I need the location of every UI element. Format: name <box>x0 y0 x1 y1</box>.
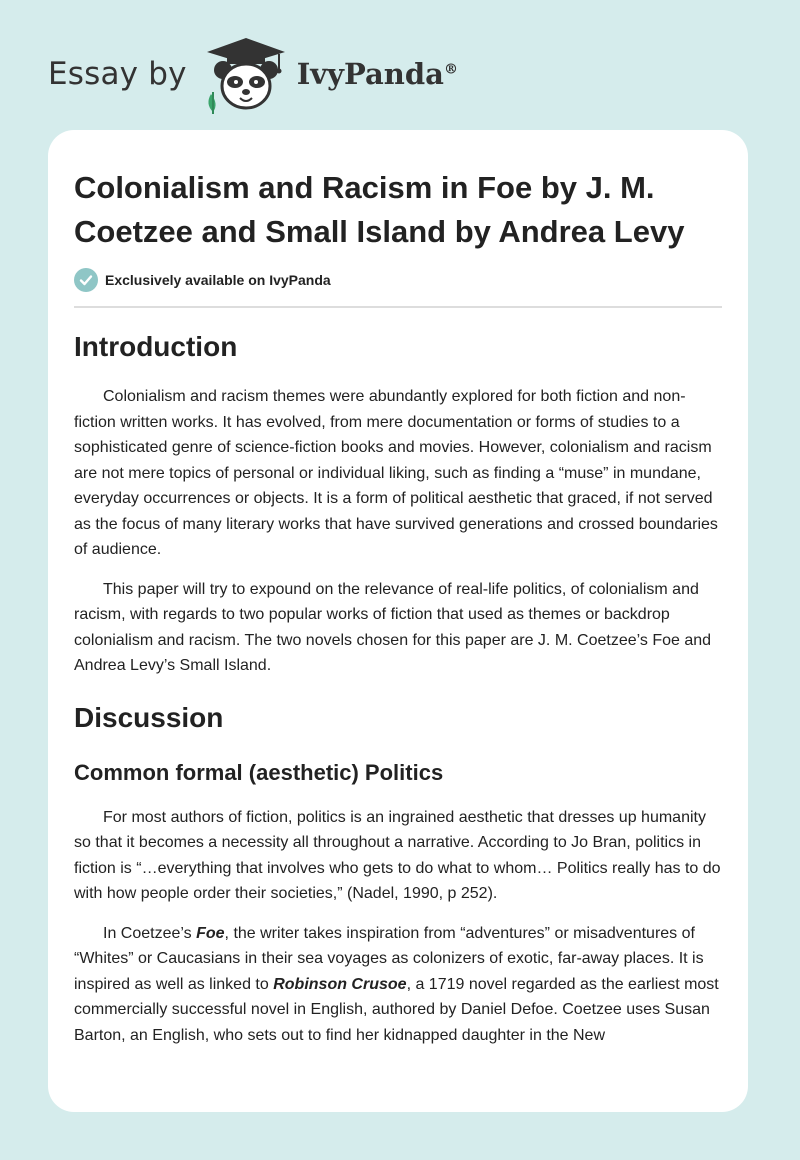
exclusive-label: Exclusively available on IvyPanda <box>105 272 331 288</box>
brand-name[interactable]: IvyPanda® <box>296 57 458 91</box>
introduction-heading: Introduction <box>74 331 238 362</box>
site-header <box>48 34 548 114</box>
paragraph: Colonialism and racism themes were abundantly explored for both fiction and non-fiction written works. It has evolved, from mere documentation or forms of studies to a sophisticated genre of science-fiction books and movies. However, colonialism and racism are not mere topics of personal or individual liking, such as finding a “muse” in mundane, everyday occurrences or objects. It is a form of political aesthetic that graced, if not served as the focus of many literary works that have survived generations and crossed boundaries of audience. <box>74 388 718 558</box>
article-title: Colonialism and Racism in Foe by J. M. Coetzee and Small Island by Andrea Levy <box>74 170 685 249</box>
subsection-heading: Common formal (aesthetic) Politics <box>74 759 444 785</box>
panda-logo-icon[interactable] <box>201 34 291 114</box>
paragraph: In Coetzee’s Foe, the writer takes inspiration from “adventures” or misadventures of “Whites” or Caucasians in their sea voyages as colonizers of exotic, far-away places. It is inspired as well as linked to Robinson Crusoe, a 1719 novel regarded as the earliest most commercially successful novel in English, authored by Daniel Defoe. Coetzee uses Susan Barton, an English, who sets out to find her kidnapped daughter in the New <box>74 924 719 1044</box>
paragraph: This paper will try to expound on the relevance of real-life politics, of colonialism and racism, with regards to two popular works of fiction that used as themes or backdrop colonialism and racism. The two novels chosen for this paper are J. M. Coetzee’s Foe and Andrea Levy’s Small Island. <box>74 580 712 674</box>
paragraph: For most authors of fiction, politics is an ingrained aesthetic that dresses up humanity so that it becomes a necessity all throughout a narrative. According to Jo Bran, politics in fiction is “…everything that involves who gets to do what to whom… Politics really has to do with how people order their societies,” (Nadel, 1990, p 252). <box>74 808 721 902</box>
divider <box>74 306 722 308</box>
book-title-robinson-crusoe: Robinson Crusoe <box>273 975 407 993</box>
article-card <box>48 130 748 1112</box>
book-title-foe: Foe <box>196 924 225 942</box>
exclusive-notice <box>74 268 722 292</box>
discussion-heading: Discussion <box>74 701 224 733</box>
essay-by-label: Essay by <box>48 56 187 92</box>
registered-mark: ® <box>443 61 458 78</box>
check-icon <box>74 268 98 292</box>
